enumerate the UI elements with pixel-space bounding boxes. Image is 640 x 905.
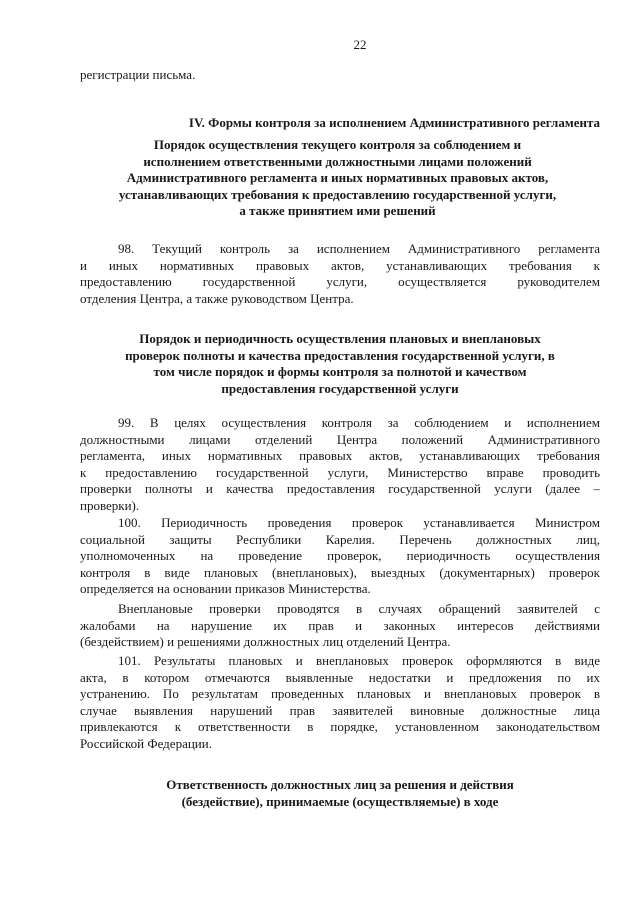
text-line: к предоставлению государственной услуги, Министерство вправе проводить (80, 464, 600, 480)
text-line: привлекаются к ответственности в порядке, установленном законодательством (80, 719, 600, 734)
page-number: 22 (353, 37, 367, 52)
heading-line: Порядок и периодичность осуществления плановых и внеплановых (139, 331, 541, 346)
section-title-text: IV. Формы контроля за исполнением Административного регламента (188, 115, 600, 130)
text-line: регистрации письма. (80, 67, 196, 82)
text-line: определяется на основании приказов Министерства. (80, 581, 371, 596)
paragraph-99 (80, 415, 600, 514)
heading-line: устанавливающих требования к предоставлению государственной услуги, (118, 186, 557, 202)
heading-line: Ответственность должностных лиц за решения и действия (166, 777, 514, 792)
heading-line: проверок полноты и качества предоставления государственной услуги, в (125, 347, 555, 363)
section-title (80, 115, 600, 132)
text-line: 101. Результаты плановых и внеплановых проверок оформляются в виде (118, 653, 600, 668)
text-line: Российской Федерации. (80, 735, 212, 751)
paragraph-101 (80, 653, 600, 752)
heading-line: том числе порядок и формы контроля за полнотой и качеством (153, 364, 527, 379)
text-line: социальной защиты Республики Карелия. Перечень должностных лиц, (80, 531, 600, 547)
text-line: Внеплановые проверки проводятся в случаях обращений заявителей с (118, 601, 600, 616)
heading-line: а также принятием ими решений (239, 203, 436, 218)
text-line: уполномоченных на проведение проверок, периодичность осуществления (80, 548, 600, 563)
text-line: (бездействием) и решениями должностных лиц отделений Центра. (80, 634, 451, 649)
subsection-heading-1 (80, 137, 595, 220)
text-line: отделения Центра, а также руководством Центра. (80, 290, 354, 306)
continuation-text (80, 67, 195, 84)
text-line: жалобами на нарушение их прав и законных интересов действиями (80, 617, 600, 633)
text-line: проверки полноты и качества предоставления государственной услуги (далее – (80, 481, 600, 496)
text-line: предоставлению государственной услуги, осуществляется руководителем (80, 274, 600, 289)
text-line: 98. Текущий контроль за исполнением Административного регламента (118, 241, 600, 256)
text-line: регламента, иных нормативных правовых актов, устанавливающих требования (80, 448, 600, 463)
text-line: устранению. По результатам проведенных плановых и внеплановых проверок в (80, 686, 600, 701)
paragraph-100-continued (80, 601, 600, 651)
text-line: 99. В целях осуществления контроля за соблюдением и исполнением (118, 415, 600, 430)
paragraph-98 (80, 241, 600, 307)
text-line: 100. Периодичность проведения проверок устанавливается Министром (118, 515, 600, 530)
text-line: акта, в котором отмечаются выявленные недостатки и предложения по их (80, 669, 600, 685)
heading-line: предоставления государственной услуги (221, 380, 459, 396)
text-line: проверки). (80, 497, 140, 513)
heading-line: исполнением ответственными должностными лицами положений (143, 153, 532, 169)
text-line: случае выявления нарушений прав заявителей виновные должностные лица (80, 702, 600, 718)
text-line: и иных нормативных правовых актов, устанавливающих требования к (80, 257, 600, 273)
subsection-heading-3 (80, 777, 600, 810)
heading-line: Порядок осуществления текущего контроля за соблюдением и (153, 137, 522, 152)
subsection-heading-2 (80, 331, 600, 397)
text-line: контроля в виде плановых (внеплановых), выездных (документарных) проверок (80, 564, 600, 580)
text-line: должностными лицами отделений Центра положений Административного (80, 431, 600, 447)
heading-line: (бездействие), принимаемые (осуществляемые) в ходе (181, 793, 499, 809)
heading-line: Административного регламента и иных нормативных правовых актов, (126, 170, 549, 185)
paragraph-100 (80, 515, 600, 598)
